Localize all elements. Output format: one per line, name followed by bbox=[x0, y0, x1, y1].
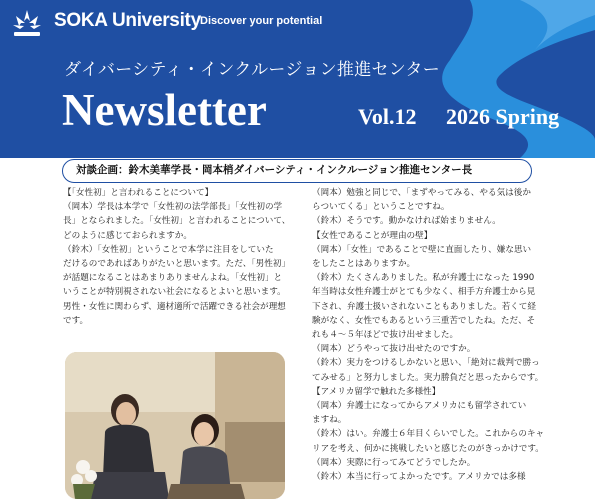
text-line: （岡本）実際に行ってみてどうでしたか。 bbox=[312, 457, 476, 468]
newsletter-title: Newsletter bbox=[62, 85, 267, 135]
right-column-text bbox=[312, 186, 595, 484]
season-label: 2026 Spring bbox=[446, 104, 560, 129]
text-line: （岡本）弁護士になってからアメリカにも留学されてい bbox=[312, 401, 527, 412]
text-line: （鈴木）実力をつけるしかないと思い、「絶対に裁判で勝っ bbox=[312, 358, 540, 369]
text-line: れも４～５年ほどで抜け出せました。 bbox=[312, 330, 459, 341]
text-line: 【アメリカ留学で触れた多様性】 bbox=[312, 386, 441, 397]
text-line: （岡本）勉強と同じで、「まずやってみる、やる気は後か bbox=[312, 188, 531, 198]
text-line: リアを考え、何かに挑戦したいと感じたのがきっかけです。 bbox=[312, 443, 544, 454]
text-line: （岡本）学長は本学で「女性初の法学部長」「女性初の学 bbox=[63, 202, 283, 213]
text-line: （鈴木）そうです。動かなければ始まりません。 bbox=[312, 216, 501, 227]
university-logo-icon bbox=[10, 8, 44, 40]
volume-label: Vol.12 bbox=[358, 104, 417, 129]
text-line: （岡本）どうやって抜け出せたのですか。 bbox=[312, 344, 476, 355]
text-line: 験がなく、女性でもあるという三重苦でしたね。ただ、そ bbox=[312, 315, 536, 326]
text-line: （鈴木）たくさんありました。私が弁護士になった 1990 bbox=[312, 273, 535, 284]
topic-banner: 対談企画：鈴木美華学長・岡本梢ダイバーシティ・インクルージョン推進センター長 bbox=[62, 159, 532, 183]
text-line: をしたことはありますか。 bbox=[312, 259, 416, 270]
text-line: ますね。 bbox=[312, 415, 347, 426]
text-line: （鈴木）本当に行ってよかったです。アメリカでは多様 bbox=[312, 472, 526, 483]
text-line: 下され、弁護士扱いされないこともありました。若くて経 bbox=[312, 301, 536, 312]
text-line: （鈴木）「女性初」ということで本学に注目をしていた bbox=[63, 244, 274, 255]
text-line: 年当時は女性弁護士がとても少なく、相手方弁護士から見 bbox=[312, 287, 536, 298]
text-line: どのように感じておられますか。 bbox=[63, 230, 192, 241]
text-line: 男性・女性に関わらず、適材適所で活躍できる社会が理想 bbox=[63, 301, 286, 312]
masthead bbox=[0, 0, 595, 158]
left-column-text bbox=[63, 186, 293, 328]
text-line: 【「女性初」と言われることについて】 bbox=[63, 188, 214, 198]
text-line: らついてくる」ということですね。 bbox=[312, 202, 450, 213]
text-line: です。 bbox=[63, 315, 89, 326]
text-line: いうことが特別視されない社会になるとよいと思います。 bbox=[63, 287, 286, 298]
text-line: （岡本）「女性」であることで壁に直面したり、嫌な思い bbox=[312, 244, 532, 255]
center-name: ダイバーシティ・インクルージョン推進センター bbox=[64, 60, 441, 80]
text-line: てみせる」と努力しました。実力勝負だと思ったからです。 bbox=[312, 372, 544, 383]
interview-photo-image bbox=[65, 352, 285, 499]
text-line: （鈴木）はい。弁護士６年目くらいでした。これからのキャ bbox=[312, 429, 545, 440]
text-line: が話題になることはあまりありませんよね。「女性初」と bbox=[63, 273, 283, 284]
university-tagline: Discover your potential bbox=[200, 15, 323, 27]
text-line: 【女性であることが理由の壁】 bbox=[312, 230, 433, 241]
university-name: SOKA University bbox=[54, 10, 201, 31]
text-line: 長」となられました。「女性初」と言われることについて、 bbox=[63, 216, 291, 227]
interview-photo bbox=[65, 352, 285, 499]
text-line: だけるのであればありがたいと思います。ただ、「男性初」 bbox=[63, 259, 291, 270]
